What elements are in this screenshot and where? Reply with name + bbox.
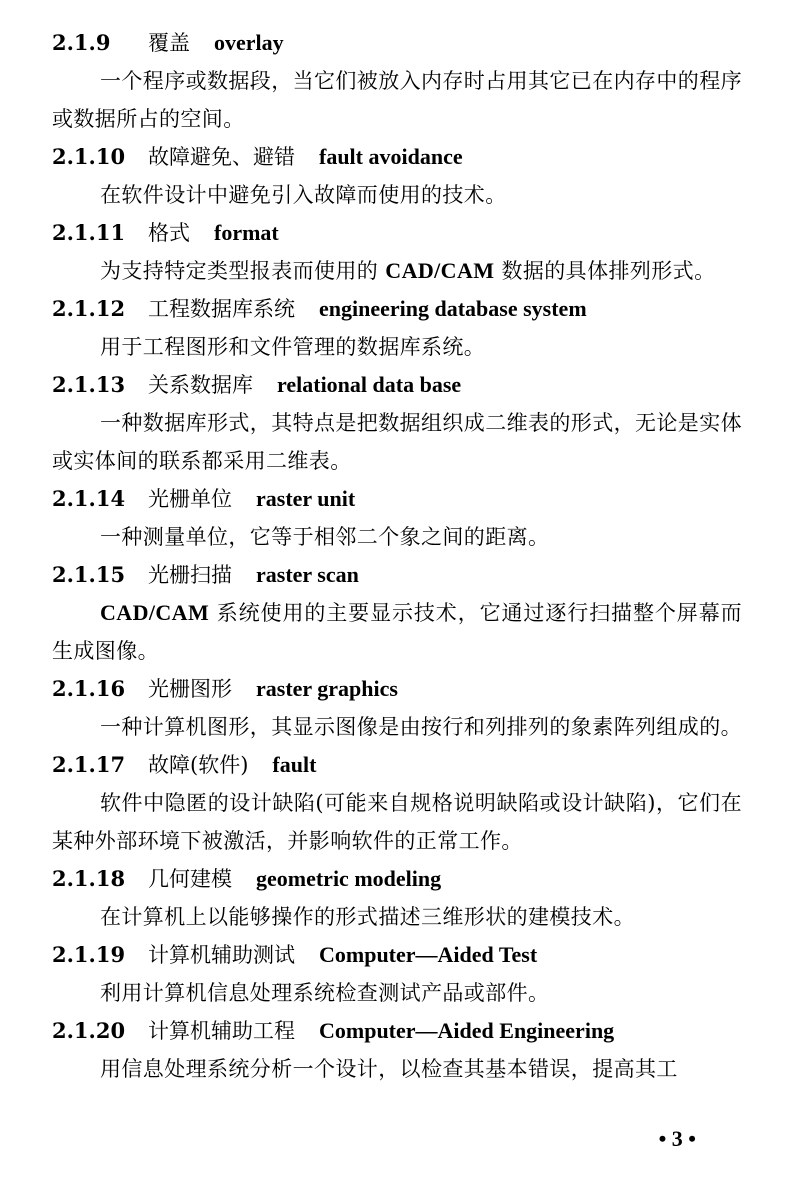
term-chinese: 覆盖 [148,31,190,55]
entry-number: 2.1.12 [52,296,126,321]
entry-definition: 用信息处理系统分析一个设计，以检查其基本错误，提高其工 [100,1057,678,1081]
entry-heading [52,556,742,594]
term-english: raster unit [256,486,356,511]
entry-number: 2.1.9 [52,30,111,55]
term-chinese: 关系数据库 [148,373,253,397]
term-english: Computer—Aided Engineering [319,1018,615,1043]
entry-definition: 一个程序或数据段，当它们被放入内存时占用其它已在内存中的程序或数据所占的空间。 [52,69,742,131]
entry-definition: 利用计算机信息处理系统检查测试产品或部件。 [100,981,550,1005]
term-english: Computer—Aided Test [319,942,538,967]
entry-number: 2.1.15 [52,562,126,587]
entry-heading [52,860,742,898]
entry-number: 2.1.17 [52,752,126,777]
glossary-page [52,24,742,1088]
glossary-entry [52,24,742,138]
entry-number: 2.1.20 [52,1018,126,1043]
term-chinese: 故障(软件) [148,753,249,777]
glossary-entry [52,480,742,556]
term-english: fault avoidance [319,144,463,169]
term-english: overlay [214,30,284,55]
term-english: geometric modeling [256,866,442,891]
term-english: engineering database system [319,296,587,321]
entry-definition: 在软件设计中避免引入故障而使用的技术。 [100,183,507,207]
entry-number: 2.1.18 [52,866,126,891]
term-chinese: 光栅单位 [148,487,232,511]
entry-heading [52,480,742,518]
entry-heading [52,366,742,404]
term-chinese: 工程数据库系统 [148,297,295,321]
entry-number: 2.1.19 [52,942,126,967]
glossary-entry [52,860,742,936]
entry-heading [52,290,742,328]
entry-number: 2.1.14 [52,486,126,511]
entry-number: 2.1.16 [52,676,126,701]
definition-acronym: CAD/CAM [385,258,495,283]
term-chinese: 几何建模 [148,867,232,891]
glossary-entry [52,214,742,290]
page-number: • 3 • [658,1126,696,1151]
definition-text: 为支持特定类型报表而使用的 [100,259,379,283]
entry-definition: 软件中隐匿的设计缺陷(可能来自规格说明缺陷或设计缺陷)，它们在某种外部环境下被激活，并影响软件的正常工作。 [52,791,742,853]
entry-number: 2.1.13 [52,372,126,397]
entry-definition: 一种数据库形式，其特点是把数据组织成二维表的形式，无论是实体或实体间的联系都采用二维表。 [52,411,742,473]
entry-number: 2.1.10 [52,144,126,169]
entry-definition [52,252,742,290]
term-english: relational data base [277,372,462,397]
term-chinese: 计算机辅助工程 [148,1019,295,1043]
entry-number: 2.1.11 [52,220,126,245]
term-english: fault [272,752,317,777]
term-english: format [214,220,279,245]
entry-definition: 用于工程图形和文件管理的数据库系统。 [100,335,486,359]
term-english: raster graphics [256,676,398,701]
entry-heading [52,670,742,708]
entry-heading [52,1012,742,1050]
glossary-entry [52,746,742,860]
entry-heading [52,746,742,784]
entry-definition: 一种测量单位，它等于相邻二个象之间的距离。 [100,525,550,549]
glossary-entry [52,290,742,366]
term-chinese: 格式 [148,221,190,245]
entry-heading [52,936,742,974]
entry-heading [52,24,742,62]
entry-definition: 在计算机上以能够操作的形式描述三维形状的建模技术。 [100,905,635,929]
glossary-entry [52,556,742,670]
term-chinese: 计算机辅助测试 [148,943,295,967]
entry-definition [52,594,742,670]
term-chinese: 故障避免、避错 [148,145,295,169]
entry-heading [52,138,742,176]
term-chinese: 光栅图形 [148,677,232,701]
term-english: raster scan [256,562,359,587]
entry-heading [52,214,742,252]
entry-definition: 一种计算机图形，其显示图像是由按行和列排列的象素阵列组成的。 [100,715,742,739]
glossary-entry [52,1012,742,1088]
glossary-entry [52,138,742,214]
term-chinese: 光栅扫描 [148,563,232,587]
definition-text: 系统使用的主要显示技术，它通过逐行扫描整个屏幕而生成图像。 [52,601,742,663]
glossary-entry [52,366,742,480]
definition-text: 数据的具体排列形式。 [501,259,716,283]
glossary-entry [52,670,742,746]
definition-acronym: CAD/CAM [100,600,210,625]
glossary-entry [52,936,742,1012]
